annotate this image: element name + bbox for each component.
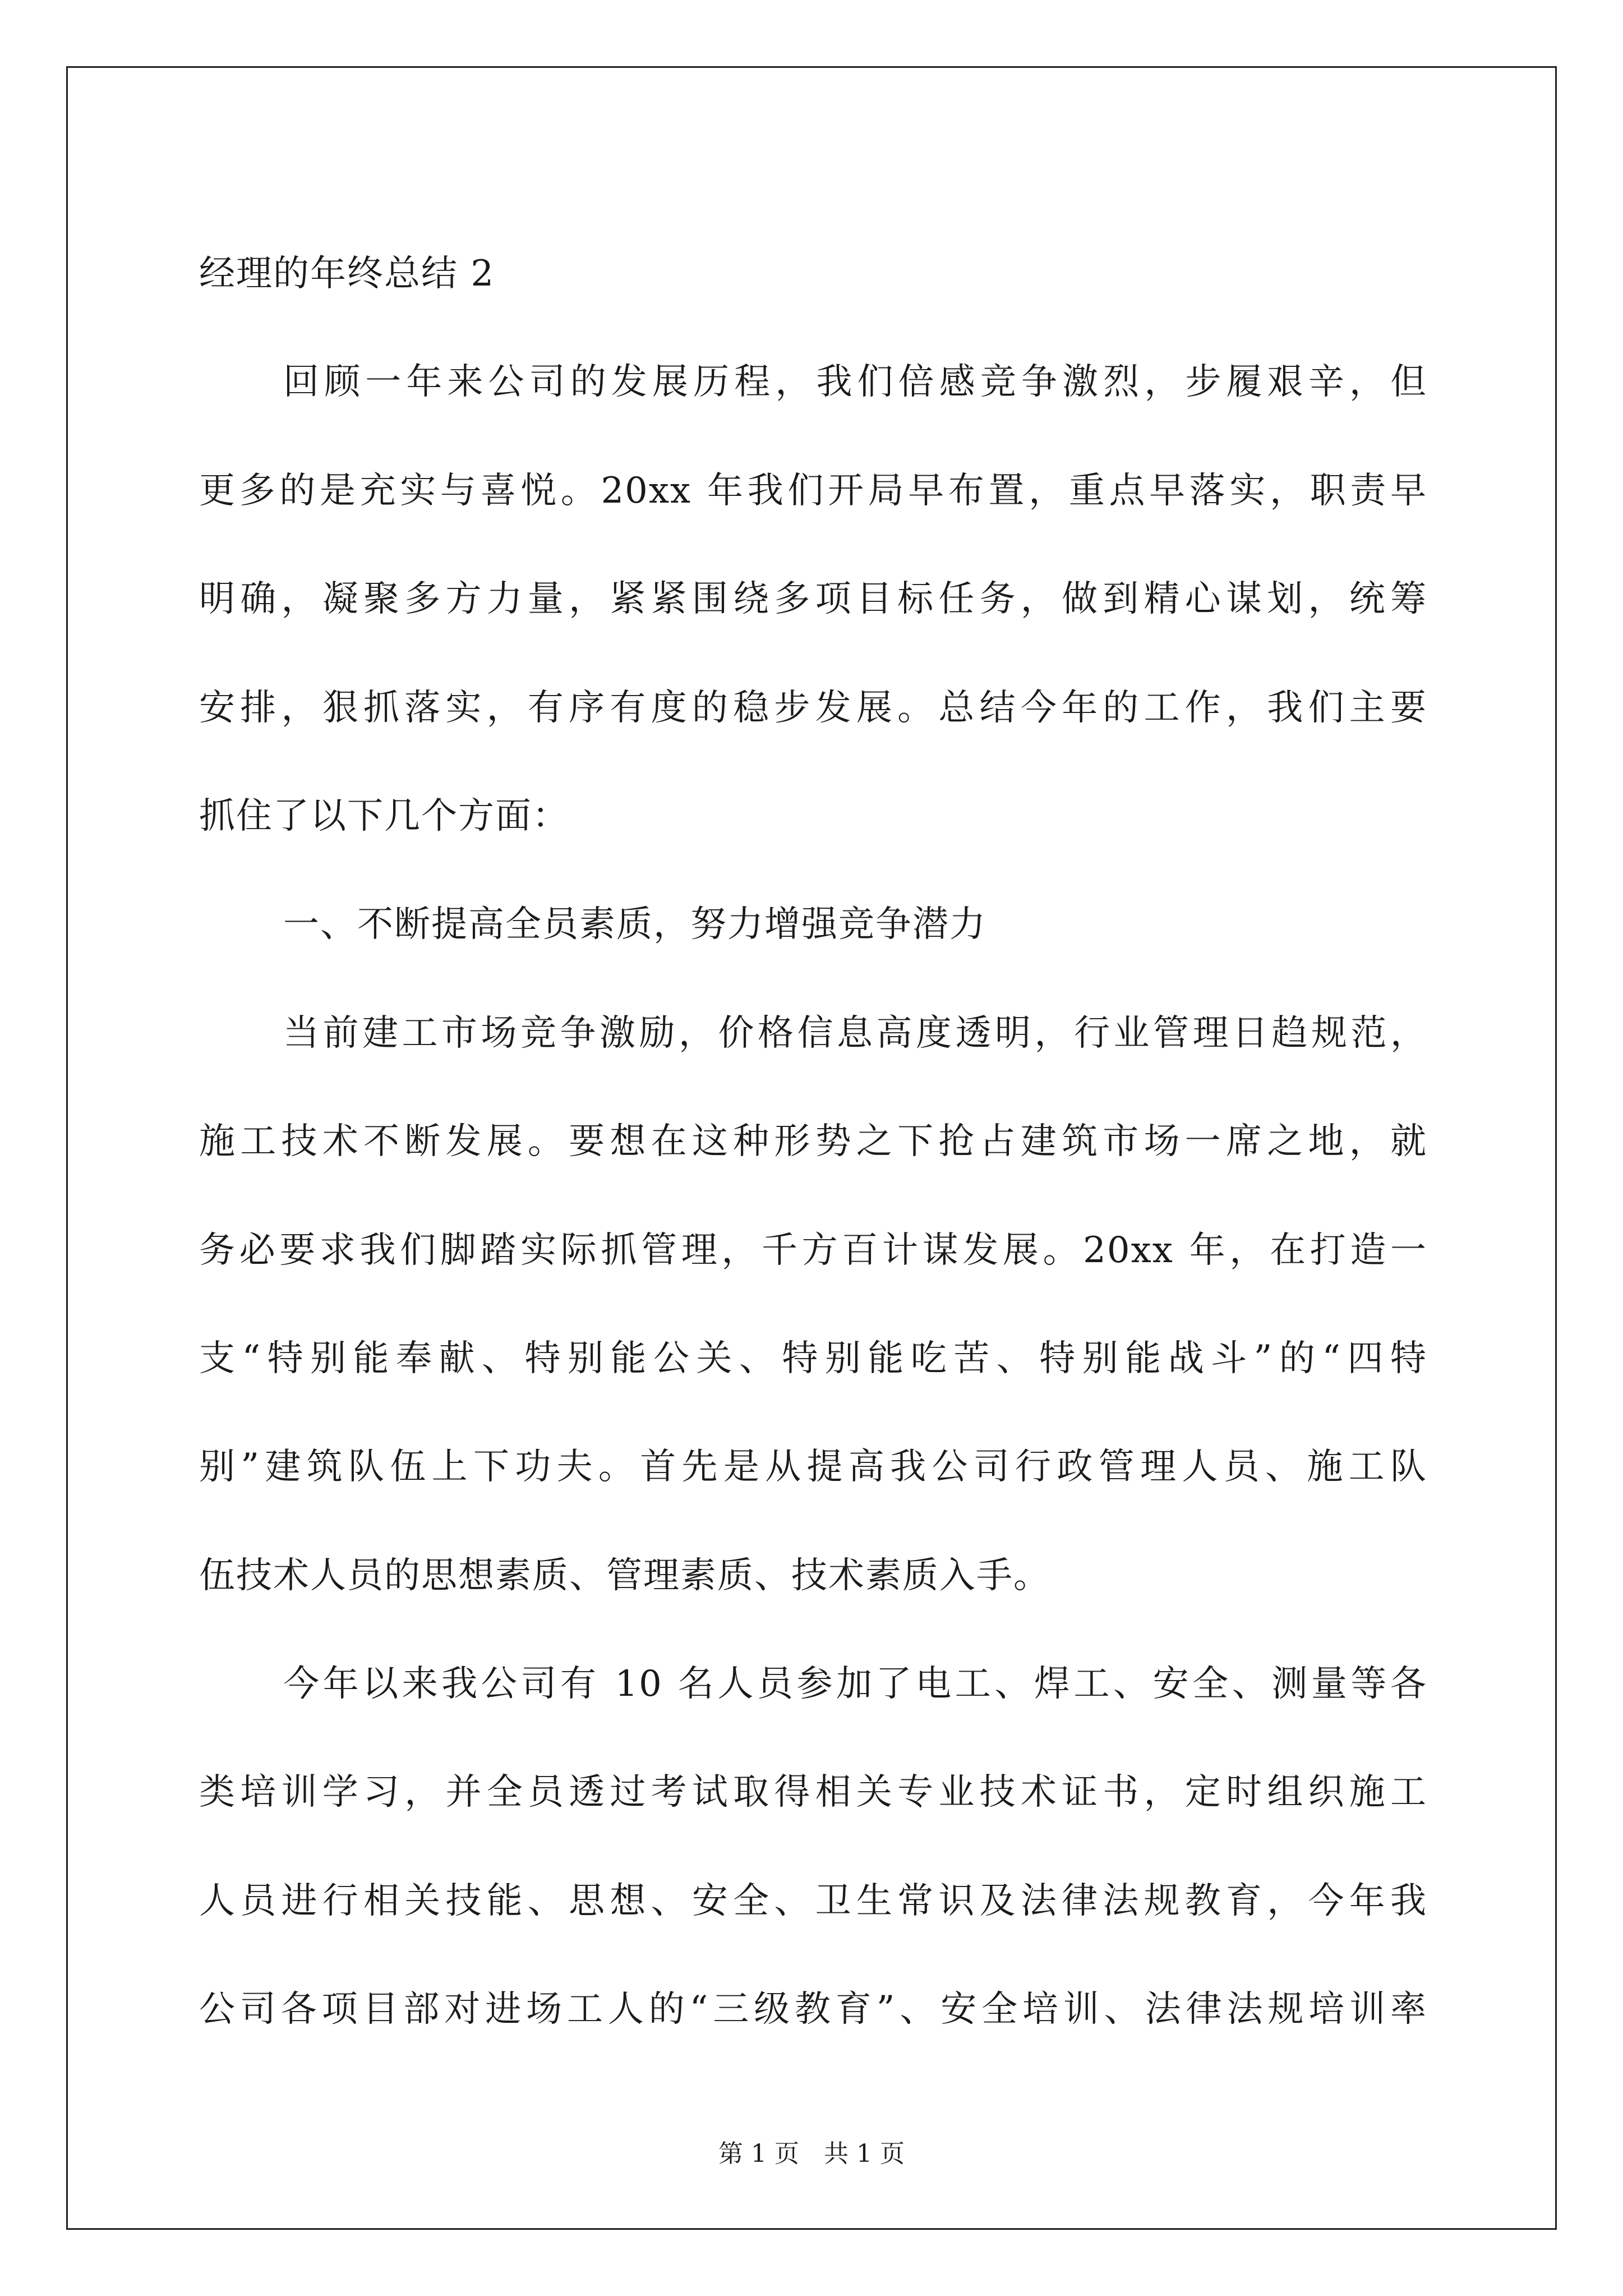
document-title: 经理的年终总结 2 — [199, 253, 495, 295]
document-body — [199, 220, 1427, 2064]
paragraph-3-line-4: 公司各项目部对进场工人的“三级教育”、安全培训、法律法规培训率 — [199, 1989, 1427, 2031]
page-footer — [0, 2137, 1623, 2171]
paragraph-1-line-4: 安排，狠抓落实，有序有度的稳步发展。总结今年的工作，我们主要 — [199, 687, 1427, 729]
paragraph-1-line-2: 更多的是充实与喜悦。20xx 年我们开局早布置，重点早落实，职责早 — [199, 470, 1427, 512]
paragraph-3-line-2: 类培训学习，并全员透过考试取得相关专业技术证书，定时组织施工 — [199, 1772, 1427, 1814]
paragraph-1-line-3: 明确，凝聚多方力量，紧紧围绕多项目标任务，做到精心谋划，统筹 — [199, 578, 1427, 620]
page-number-current: 第 1 页 — [718, 2139, 799, 2168]
paragraph-2-line-2: 施工技术不断发展。要想在这种形势之下抢占建筑市场一席之地，就 — [199, 1121, 1427, 1163]
paragraph-3-line-3: 人员进行相关技能、思想、安全、卫生常识及法律法规教育，今年我 — [199, 1880, 1427, 1922]
paragraph-2-line-1: 当前建工市场竞争激励，价格信息高度透明，行业管理日趋规范， — [283, 1012, 1427, 1054]
paragraph-1-line-1: 回顾一年来公司的发展历程，我们倍感竞争激烈，步履艰辛，但 — [283, 361, 1427, 403]
paragraph-1-line-5: 抓住了以下几个方面： — [199, 795, 569, 837]
paragraph-3-line-1: 今年以来我公司有 10 名人员参加了电工、焊工、安全、测量等各 — [283, 1663, 1427, 1705]
paragraph-2-line-4: 支“特别能奉献、特别能公关、特别能吃苦、特别能战斗”的“四特 — [199, 1337, 1427, 1379]
page-number-total: 共 1 页 — [824, 2139, 905, 2168]
paragraph-2-line-3: 务必要求我们脚踏实际抓管理，千方百计谋发展。20xx 年，在打造一 — [199, 1229, 1427, 1271]
paragraph-2-line-5: 别”建筑队伍上下功夫。首先是从提高我公司行政管理人员、施工队 — [199, 1446, 1427, 1488]
paragraph-2-line-6: 伍技术人员的思想素质、管理素质、技术素质入手。 — [199, 1554, 1050, 1596]
section-heading-1: 一、不断提高全员素质，努力增强竞争潜力 — [283, 904, 986, 946]
